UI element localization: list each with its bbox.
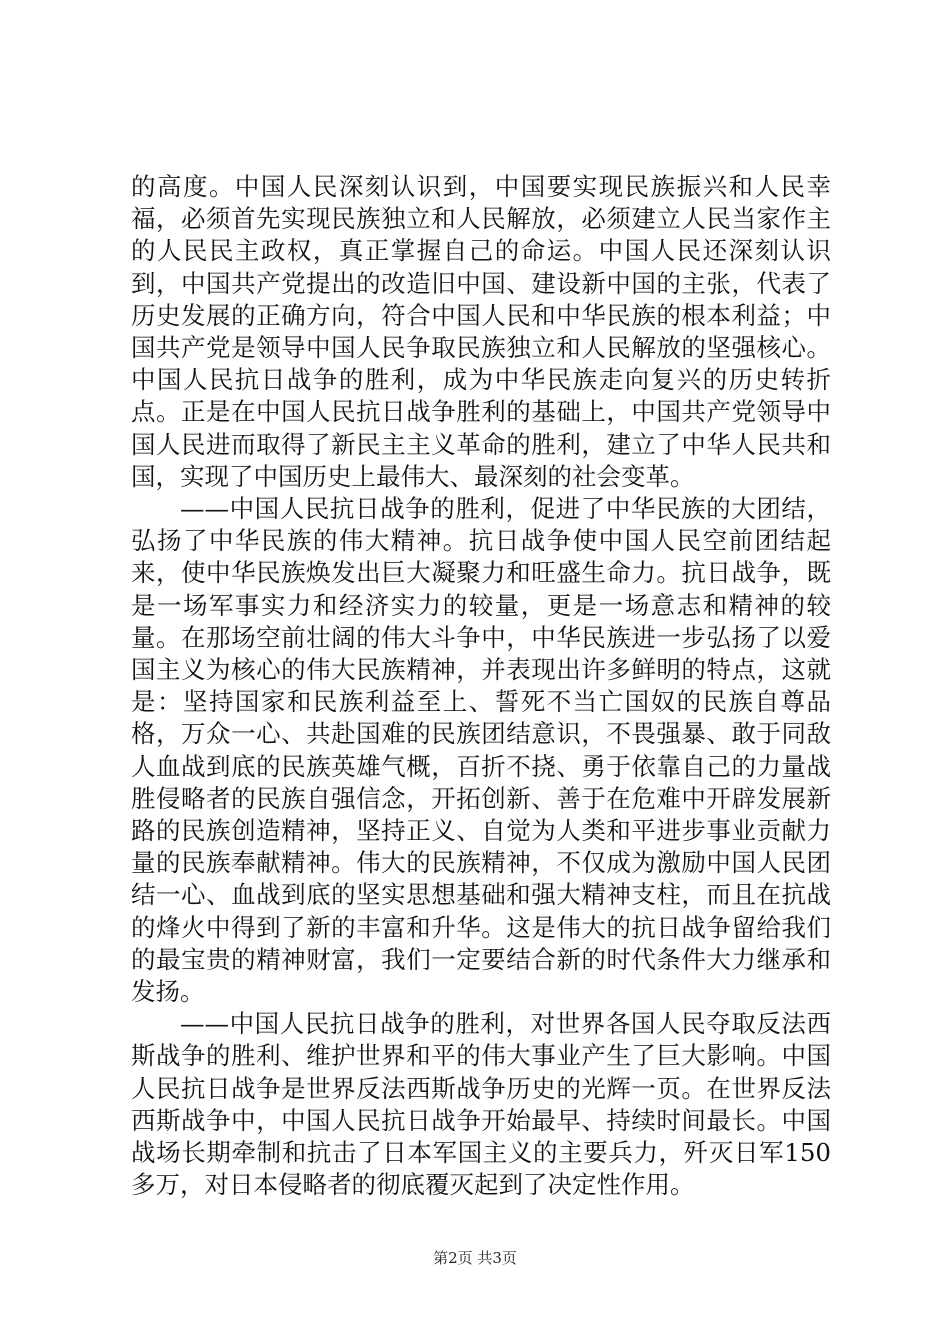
page-number-footer: 第2页 共3页 bbox=[433, 1249, 517, 1267]
paragraph-continuation: 的高度。中国人民深刻认识到，中国要实现民族振兴和人民幸福，必须首先实现民族独立和人民解放，必须建立人民当家作主的人民民主政权，真正掌握自己的命运。中国人民还深刻认识到，中国共产党提出的改造旧中国、建设新中国的主张，代表了历史发展的正确方向，符合中国人民和中华民族的根本利益；中国共产党是领导中国人民争取民族独立和人民解放的坚强核心。中国人民抗日战争的胜利，成为中华民族走向复兴的历史转折点。正是在中国人民抗日战争胜利的基础上，中国共产党领导中国人民进而取得了新民主主义革命的胜利，建立了中华人民共和国，实现了中国历史上最伟大、最深刻的社会变革。 bbox=[131, 172, 831, 491]
paragraph-world-impact: ——中国人民抗日战争的胜利，对世界各国人民夺取反法西斯战争的胜利、维护世界和平的伟大事业产生了巨大影响。中国人民抗日战争是世界反法西斯战争历史的光辉一页。在世界反法西斯战争中，中国人民抗日战争开始最早、持续时间最长。中国战场长期牵制和抗击了日本军国主义的主要兵力，歼灭日军150多万，对日本侵略者的彻底覆灭起到了决定性作用。 bbox=[131, 1009, 831, 1200]
paragraph-national-unity: ——中国人民抗日战争的胜利，促进了中华民族的大团结，弘扬了中华民族的伟大精神。抗日战争使中国人民空前团结起来，使中华民族焕发出巨大凝聚力和旺盛生命力。抗日战争，既是一场军事实力和经济实力的较量，更是一场意志和精神的较量。在那场空前壮阔的伟大斗争中，中华民族进一步弘扬了以爱国主义为核心的伟大民族精神，并表现出许多鲜明的特点，这就是：坚持国家和民族利益至上、誓死不当亡国奴的民族自尊品格，万众一心、共赴国难的民族团结意识，不畏强暴、敢于同敌人血战到底的民族英雄气概，百折不挠、勇于依靠自己的力量战胜侵略者的民族自强信念，开拓创新、善于在危难中开辟发展新路的民族创造精神，坚持正义、自觉为人类和平进步事业贡献力量的民族奉献精神。伟大的民族精神，不仅成为激励中国人民团结一心、血战到底的坚实思想基础和强大精神支柱，而且在抗战的烽火中得到了新的丰富和升华。这是伟大的抗日战争留给我们的最宝贵的精神财富，我们一定要结合新的时代条件大力继承和发扬。 bbox=[131, 494, 831, 1007]
body-text bbox=[131, 171, 831, 1202]
